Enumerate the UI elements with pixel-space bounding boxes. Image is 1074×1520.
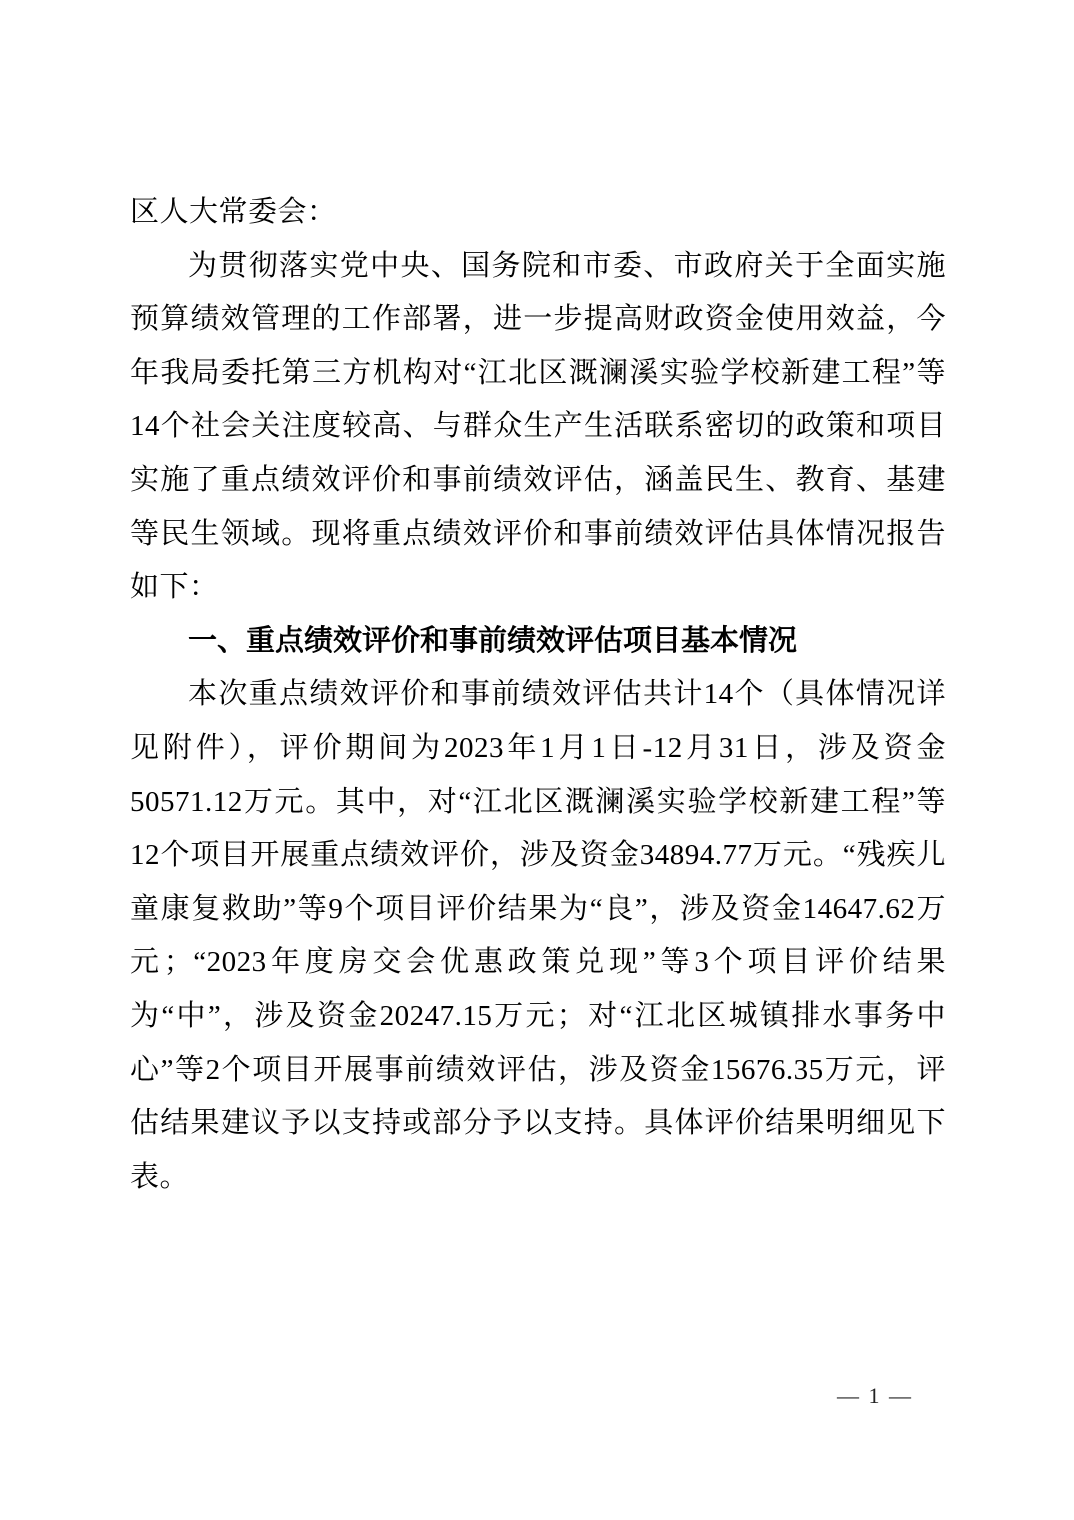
section-heading: 一、重点绩效评价和事前绩效评估项目基本情况: [188, 624, 798, 657]
paragraph-intro: 为贯彻落实党中央、国务院和市委、市政府关于全面实施预算绩效管理的工作部署，进一步提高财政资金使用效益，今年我局委托第三方机构对“江北区溉澜溪实验学校新建工程”等14个社会关注度较高、与群众生产生活联系密切的政策和项目实施了重点绩效评价和事前绩效评估，涵盖民生、教育、基建等民生领域。现将重点绩效评价和事前绩效评估具体情况报告如下：: [130, 249, 946, 604]
page-number: — 1 —: [837, 1383, 913, 1408]
paragraph-details: 本次重点绩效评价和事前绩效评估共计14个（具体情况详见附件），评价期间为2023年1月1日-12月31日，涉及资金50571.12万元。其中，对“江北区溉澜溪实验学校新建工程”等12个项目开展重点绩效评价，涉及资金34894.77万元。“残疾儿童康复救助”等9个项目评价结果为“良”，涉及资金14647.62万元；“2023年度房交会优惠政策兑现”等3个项目评价结果为“中”，涉及资金20247.15万元；对“江北区城镇排水事务中心”等2个项目开展事前绩效评估，涉及资金15676.35万元，评估结果建议予以支持或部分予以支持。具体评价结果明细见下表。: [130, 678, 946, 1193]
salutation-line: 区人大常委会：: [130, 196, 337, 228]
document-body: [130, 186, 946, 1204]
